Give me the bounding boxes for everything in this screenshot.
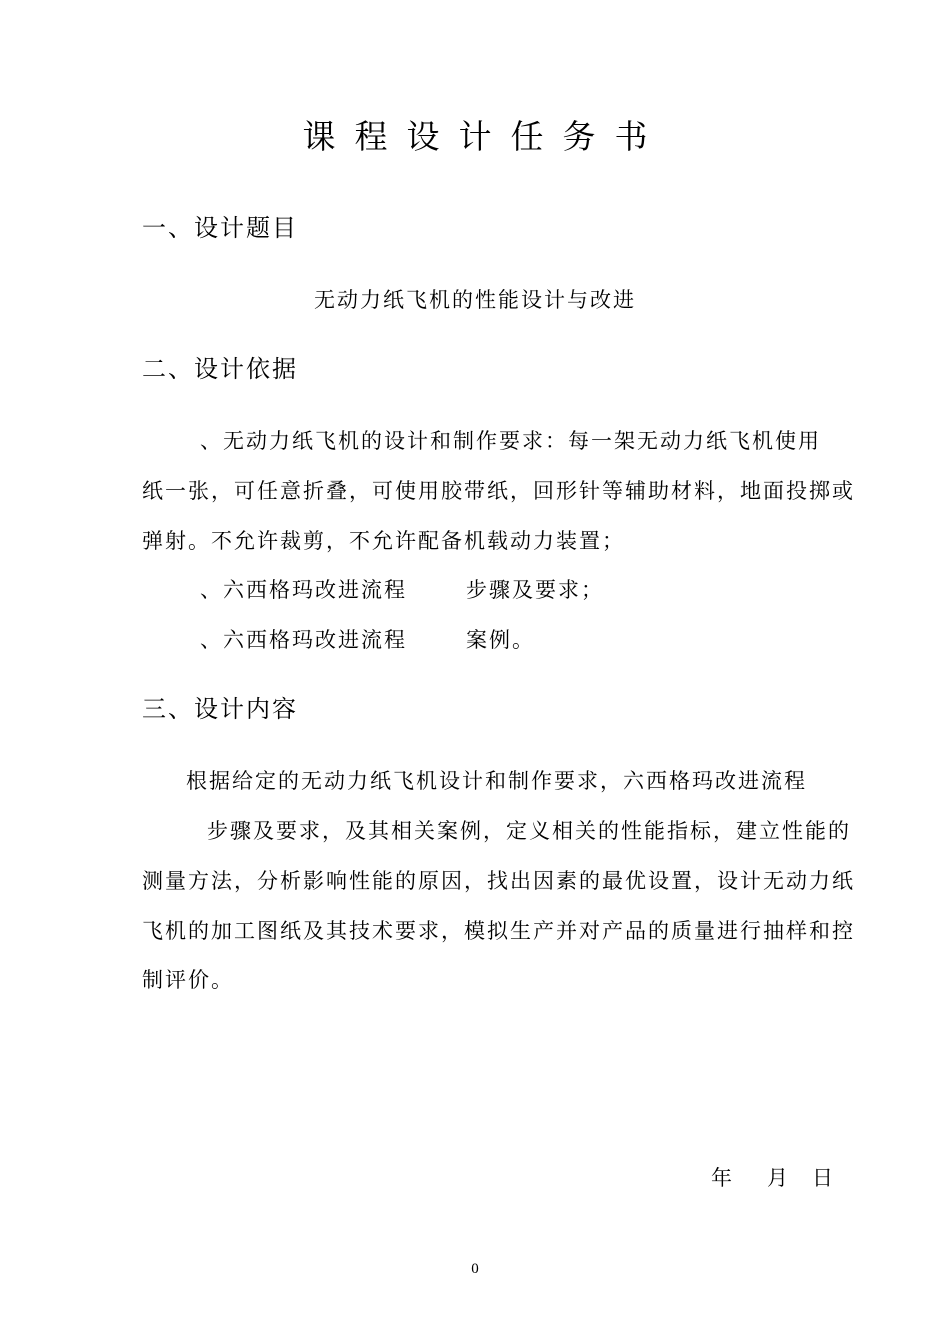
content-line-1: 根据给定的无动力纸飞机设计和制作要求，六西格玛改进流程 [186,769,807,793]
date-month: 月 [767,1166,788,1190]
section-3-heading: 三、设计内容 [142,695,298,723]
content-line-3: 测量方法，分析影响性能的原因，找出因素的最优设置，设计无动力纸 [142,869,855,893]
page-number: 0 [471,1261,479,1277]
basis-item-2-label: 、六西格玛改进流程 [200,578,407,602]
content-line-5: 制评价。 [142,968,234,992]
section-2-heading: 二、设计依据 [142,355,298,383]
basis-item-1-line-1: 、无动力纸飞机的设计和制作要求：每一架无动力纸飞机使用 [200,429,821,453]
date-year: 年 [711,1166,732,1190]
basis-item-2-text: 步骤及要求； [466,578,604,602]
design-topic: 无动力纸飞机的性能设计与改进 [314,288,636,312]
date-day: 日 [812,1166,833,1190]
basis-item-1-line-2: 纸一张，可任意折叠，可使用胶带纸，回形针等辅助材料，地面投掷或 [142,479,855,503]
basis-item-3-text: 案例。 [466,628,535,652]
content-line-4: 飞机的加工图纸及其技术要求，模拟生产并对产品的质量进行抽样和控 [142,919,855,943]
content-line-2: 步骤及要求，及其相关案例，定义相关的性能指标，建立性能的 [207,819,851,843]
document-title: 课程设计任务书 [302,117,667,156]
basis-item-3-label: 、六西格玛改进流程 [200,628,407,652]
section-1-heading: 一、设计题目 [142,214,298,242]
basis-item-1-line-3: 弹射。不允许裁剪，不允许配备机载动力装置； [142,529,625,553]
